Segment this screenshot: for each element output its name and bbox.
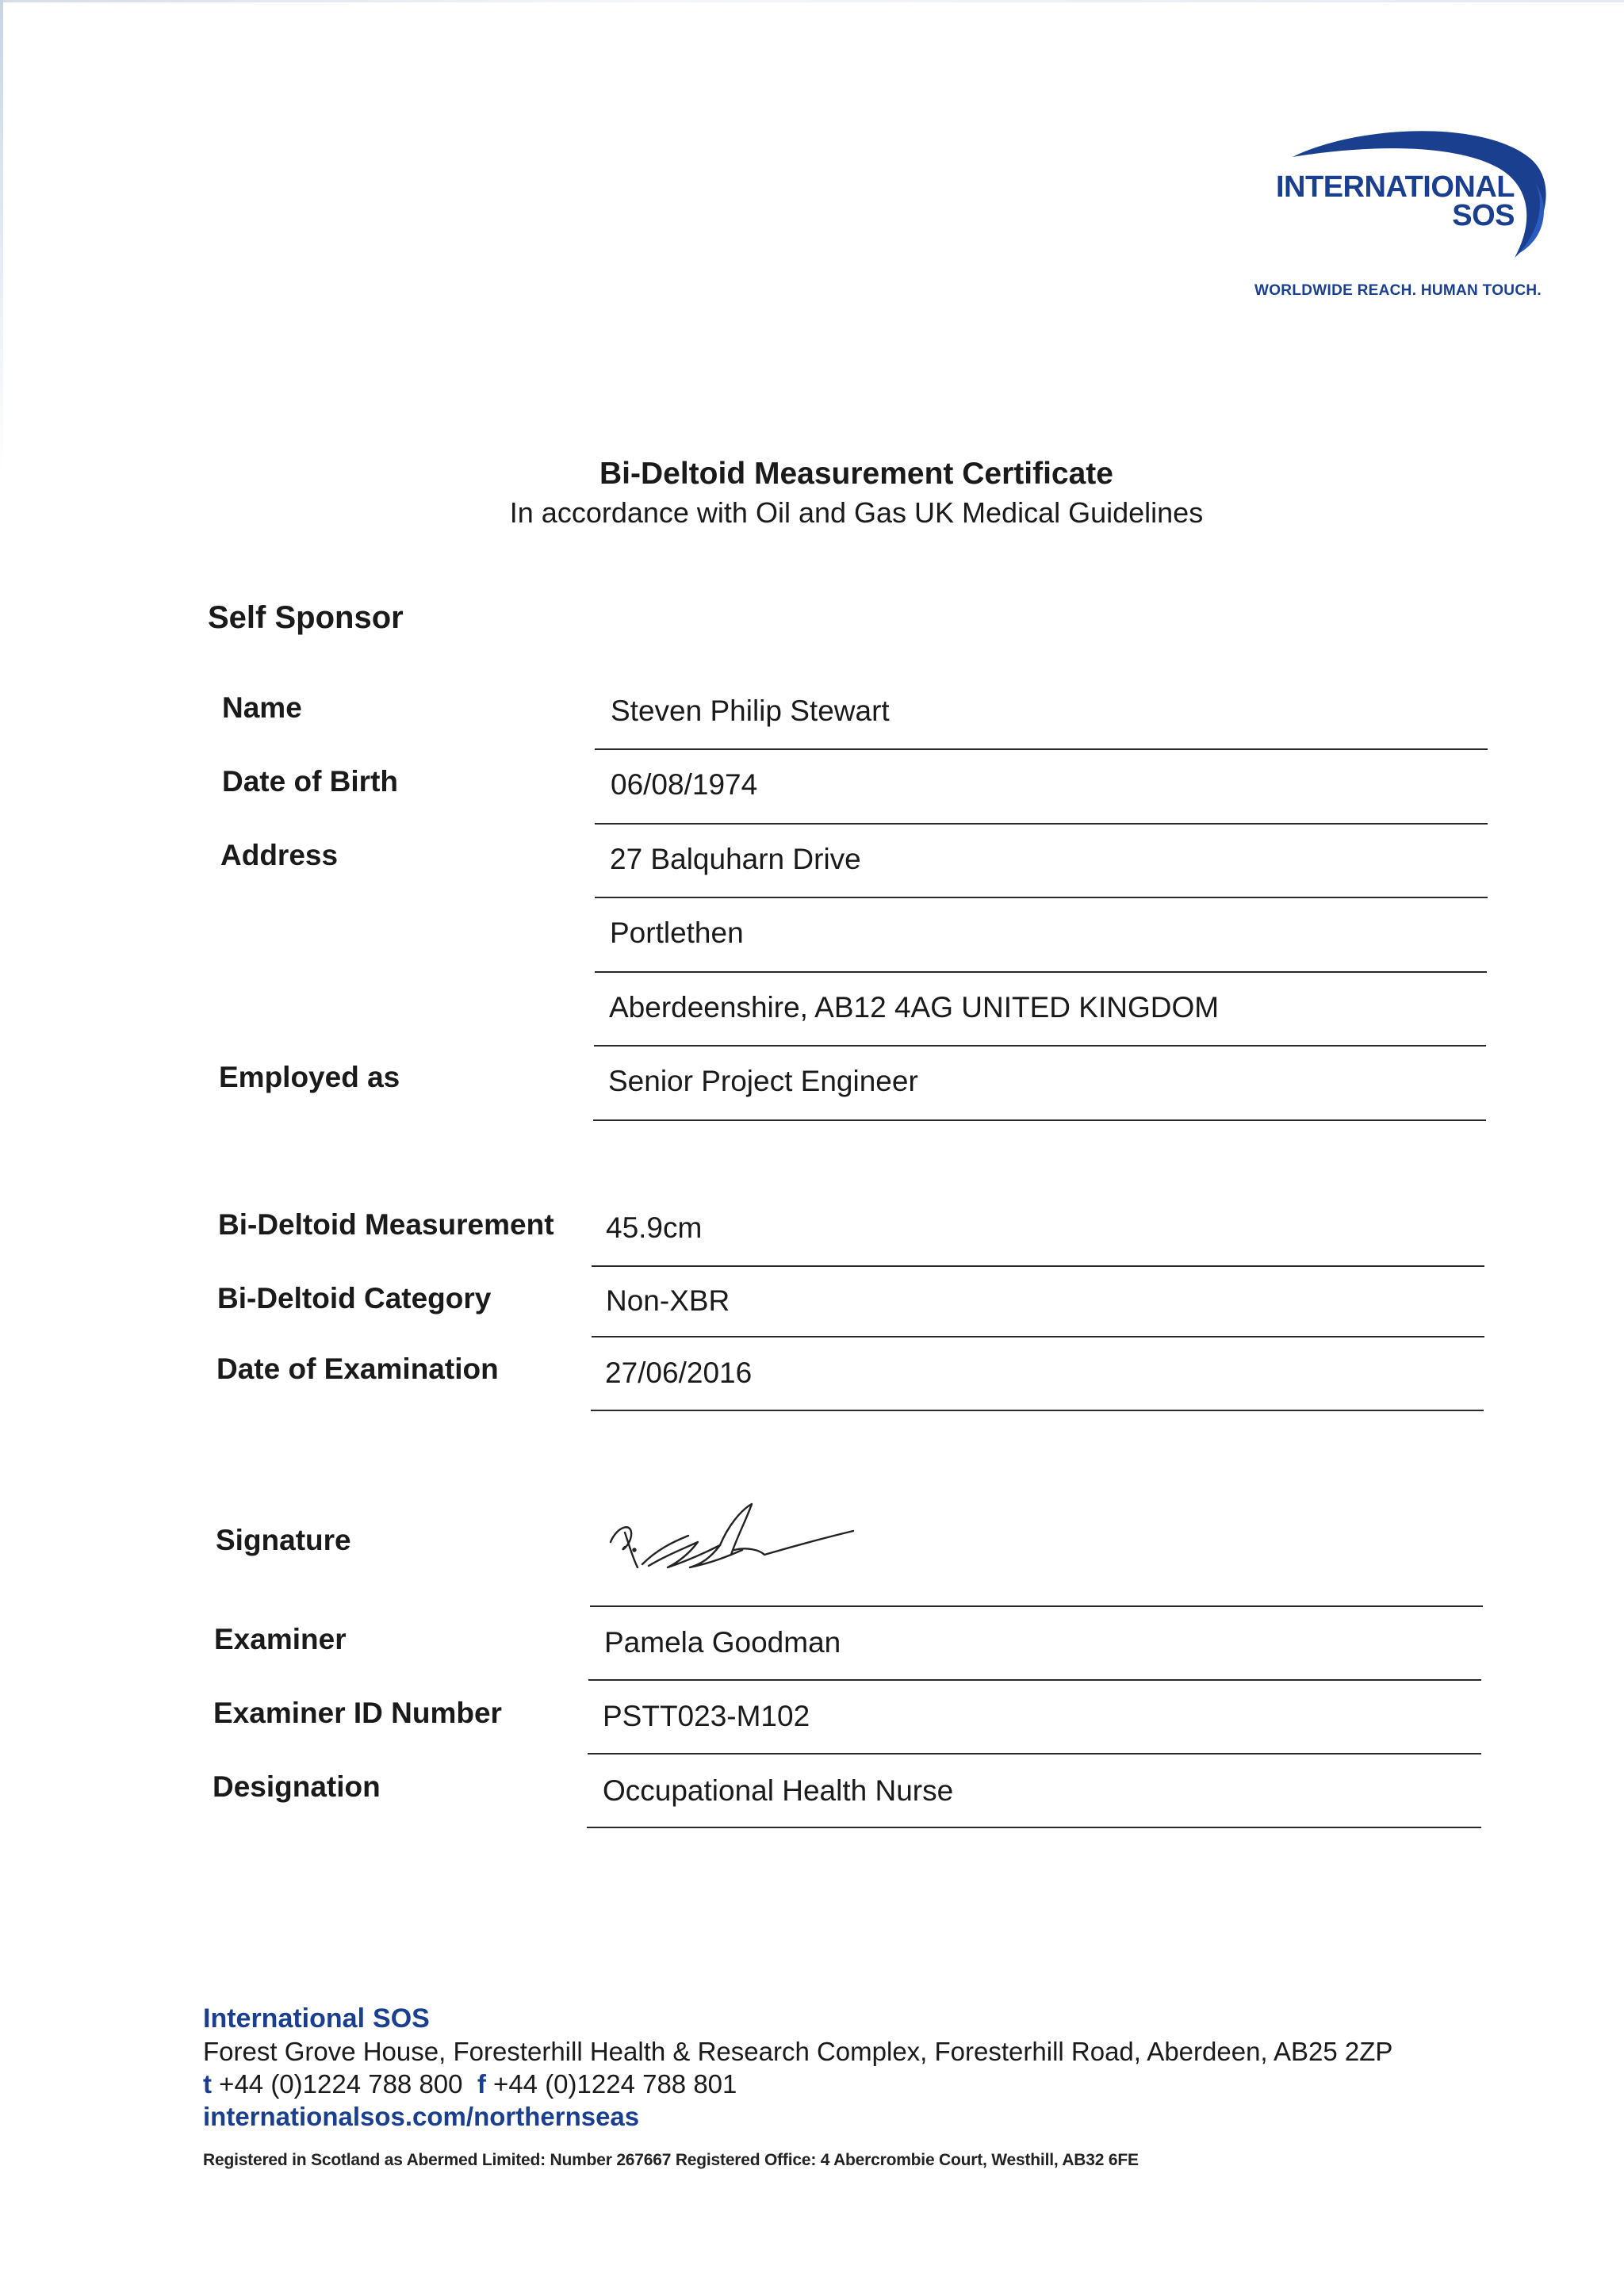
designation-value: Occupational Health Nurse [603,1774,954,1807]
footer-company-name [203,2002,1599,2035]
address-line1-rule [595,897,1488,898]
designation-rule [587,1827,1481,1828]
employed-rule [593,1119,1486,1121]
dob-value: 06/08/1974 [611,768,758,801]
sponsor-heading: Self Sponsor [208,600,404,635]
certificate-subtitle: In accordance with Oil and Gas UK Medical Guidelines [509,496,1204,529]
footer-contact [203,2068,1599,2100]
certificate-title: Bi-Deltoid Measurement Certificate [599,457,1113,491]
examiner-rule [588,1679,1481,1681]
logo-name-line2: SOS [1452,199,1515,232]
phone-label: t [203,2069,212,2099]
signature-label: Signature [216,1524,351,1556]
certificate-header [0,453,1624,531]
signature-rule [590,1605,1483,1607]
address-line3-rule [594,1045,1486,1047]
examiner-signature [601,1494,855,1582]
designation-label: Designation [213,1770,381,1803]
exam-date-rule [591,1410,1484,1411]
employed-label: Employed as [219,1061,400,1093]
logo-wordmark [1253,170,1515,232]
logo-name-line1: INTERNATIONAL [1276,170,1515,204]
examiner-label: Examiner [214,1623,347,1655]
page-top-edge [0,0,1624,2]
logo-tagline: WORLDWIDE REACH. HUMAN TOUCH. [1254,282,1542,299]
name-label: Name [222,691,302,724]
measurement-value: 45.9cm [606,1211,703,1244]
address-line2-value: Portlethen [610,916,744,949]
examiner-id-value: PSTT023-M102 [603,1700,810,1732]
footer-website-link[interactable]: internationalsos.com/northernseas [203,2102,640,2131]
footer-company-part2: SOS [373,2003,430,2034]
name-rule [595,748,1488,750]
page-left-edge [0,0,3,476]
phone-value: +44 (0)1224 788 800 [219,2069,463,2099]
employed-value: Senior Project Engineer [608,1065,918,1097]
fax-label: f [477,2069,486,2099]
dob-rule [595,823,1488,825]
category-label: Bi-Deltoid Category [217,1282,492,1314]
dob-label: Date of Birth [222,765,398,798]
address-line1-value: 27 Balquharn Drive [610,843,861,875]
exam-date-label: Date of Examination [216,1353,499,1385]
examiner-id-rule [588,1753,1481,1755]
footer-address: Forest Grove House, Foresterhill Health & Research Complex, Foresterhill Road, Aberdeen, AB25 2ZP [203,2037,1393,2066]
exam-date-value: 27/06/2016 [605,1357,753,1389]
examiner-id-label: Examiner ID Number [213,1697,502,1729]
international-sos-logo [1245,119,1562,309]
address-line2-rule [595,971,1487,973]
measurement-rule [592,1265,1484,1267]
name-value: Steven Philip Stewart [611,695,890,727]
address-label: Address [220,839,339,871]
fax-value: +44 (0)1224 788 801 [493,2069,737,2099]
category-rule [592,1336,1484,1337]
examiner-value: Pamela Goodman [604,1626,841,1659]
footer-registration: Registered in Scotland as Abermed Limited: Number 267667 Registered Office: 4 Abercrombie Court, Westhill, AB32 6FE [203,2151,1139,2169]
footer-company-part1: International [203,2003,366,2034]
category-value: Non-XBR [606,1284,730,1317]
measurement-label: Bi-Deltoid Measurement [218,1208,554,1241]
address-line3-value: Aberdeenshire, AB12 4AG UNITED KINGDOM [609,991,1220,1024]
footer [203,2002,1599,2170]
